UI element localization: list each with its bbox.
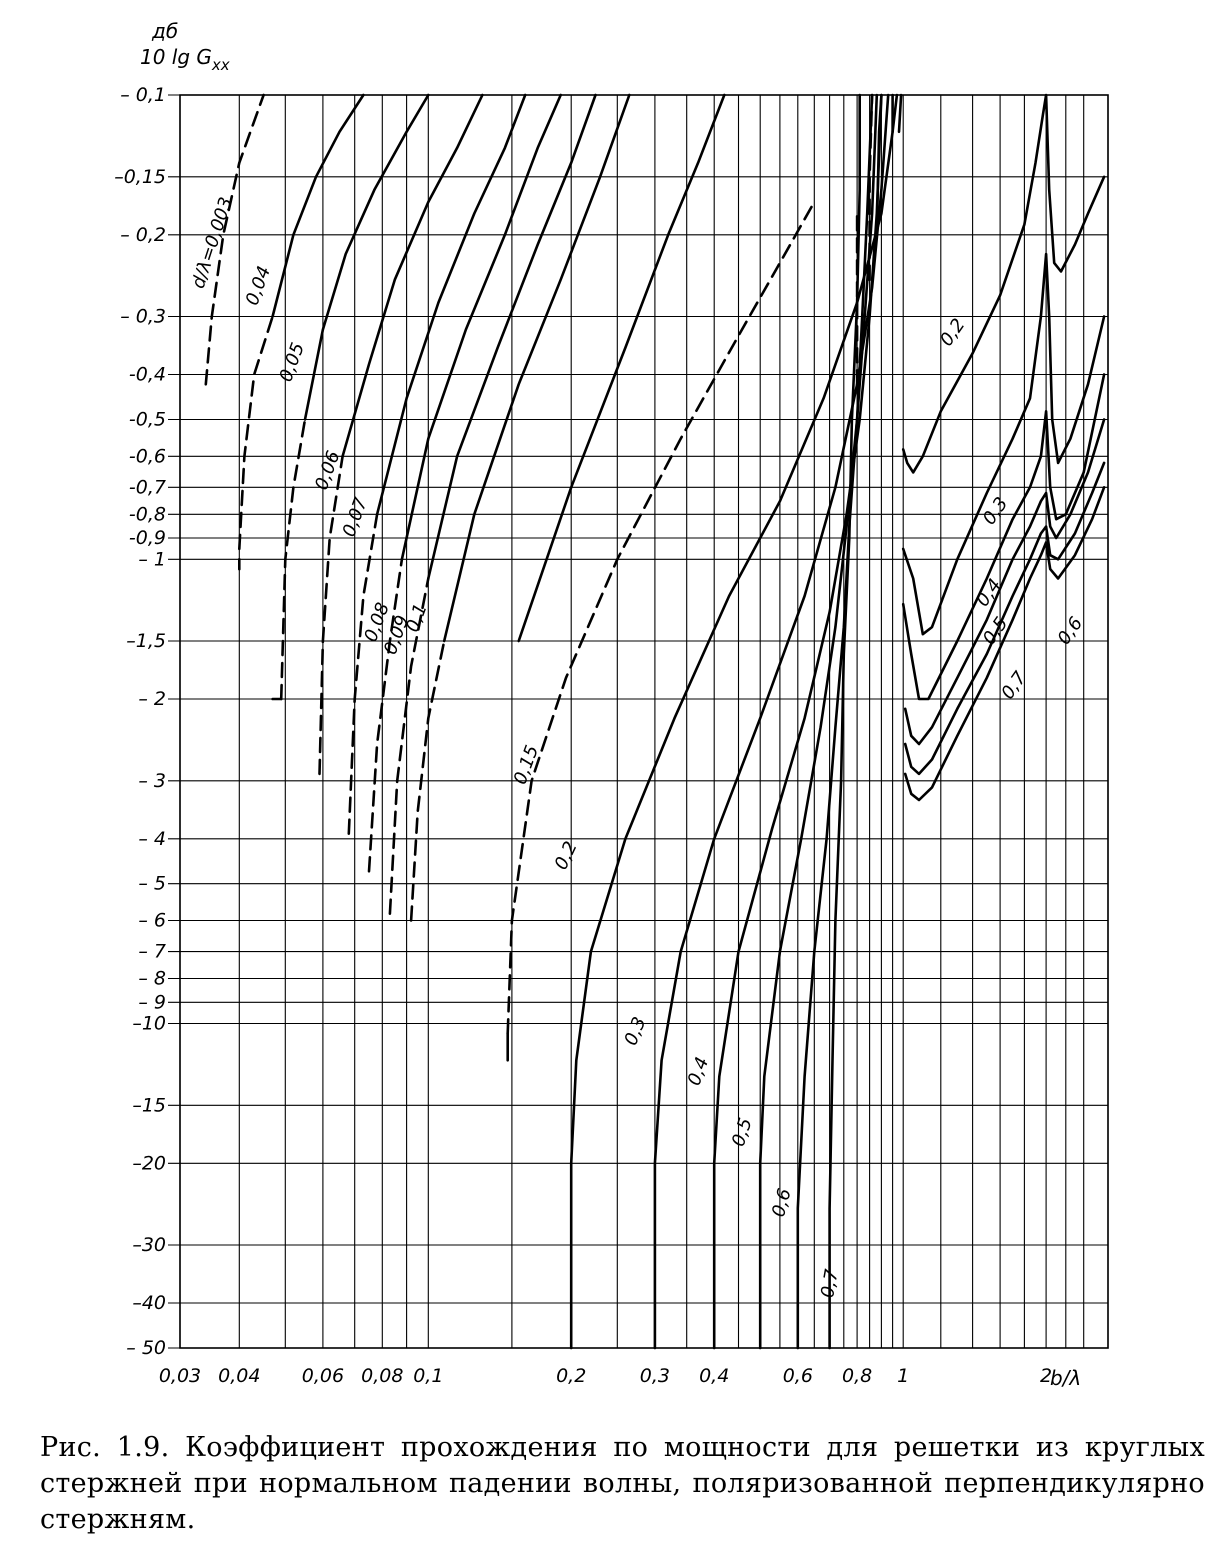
x-tick-label: 0,08 bbox=[361, 1365, 404, 1387]
curve bbox=[571, 95, 897, 1348]
curve bbox=[903, 95, 1104, 472]
y-tick-label: – 50 bbox=[126, 1337, 166, 1359]
curve-label: 0,7 bbox=[997, 667, 1031, 704]
x-axis-label: b/λ bbox=[1050, 1366, 1082, 1390]
curve-label: 0,09 bbox=[380, 612, 414, 658]
y-tick-label: –10 bbox=[132, 1012, 166, 1035]
curve-label: 0,15 bbox=[509, 742, 544, 788]
y-tick-label: -0,7 bbox=[128, 476, 166, 499]
x-tick-labels bbox=[159, 1365, 1052, 1387]
x-tick-label: 1 bbox=[897, 1365, 910, 1387]
curve bbox=[349, 514, 377, 833]
curve bbox=[798, 95, 872, 1348]
y-tick-labels bbox=[114, 84, 166, 1359]
y-tick-label: – 6 bbox=[138, 909, 166, 932]
x-tick-label: 0,04 bbox=[218, 1365, 261, 1387]
curve-label: 0,06 bbox=[311, 448, 345, 493]
curve bbox=[655, 95, 888, 1348]
curve-label: 0,2 bbox=[550, 838, 582, 874]
y-tick-label: – 2 bbox=[138, 688, 166, 710]
y-tick-label: – 4 bbox=[138, 827, 166, 850]
x-tick-label: 0,1 bbox=[413, 1365, 444, 1387]
y-tick-label: -0,9 bbox=[128, 527, 166, 549]
curve bbox=[273, 95, 364, 317]
figure-caption: Рис. 1.9. Коэффициент прохождения по мощности для решетки из круглых стержней при нормальном падении волны, поляризованной перпендикулярно стержням. bbox=[40, 1432, 1205, 1535]
curve-label: 0,04 bbox=[241, 263, 276, 309]
y-tick-label: –15 bbox=[132, 1094, 166, 1117]
x-tick-label: 0,8 bbox=[841, 1365, 873, 1387]
y-tick-label: -0,6 bbox=[128, 445, 166, 468]
y-tick-label: – 3 bbox=[138, 769, 166, 792]
y-tick-label: –20 bbox=[132, 1152, 166, 1175]
y-tick-label: -0,4 bbox=[128, 363, 166, 386]
y-tick-label: -0,8 bbox=[128, 503, 166, 526]
curve-label: d/λ=0,003 bbox=[187, 194, 237, 292]
curve-label: 0,1 bbox=[402, 600, 432, 635]
y-tick-label: -0,5 bbox=[128, 408, 166, 431]
curve bbox=[899, 95, 901, 132]
curve-label: 0,05 bbox=[275, 339, 309, 385]
y-tick-label: – 0,3 bbox=[120, 305, 166, 328]
grid bbox=[168, 95, 1108, 1348]
y-tick-label: –30 bbox=[132, 1234, 166, 1256]
x-tick-label: 0,06 bbox=[301, 1365, 345, 1387]
curve bbox=[508, 202, 815, 1033]
curve-label: 0,3 bbox=[620, 1014, 651, 1049]
x-tick-label: 0,6 bbox=[782, 1365, 813, 1387]
curve-label: 0,3 bbox=[978, 493, 1013, 529]
y-tick-label: – 8 bbox=[138, 967, 166, 990]
curve bbox=[402, 95, 561, 559]
y-axis-label: 10 $\lg G_{xx}$ bbox=[140, 45, 230, 74]
x-tick-label: 0,3 bbox=[639, 1365, 671, 1387]
curve-label: 0,07 bbox=[338, 494, 373, 540]
curve-label: 0,2 bbox=[935, 314, 970, 351]
curve bbox=[830, 95, 860, 1348]
curve bbox=[343, 95, 483, 456]
curve-label: 0,7 bbox=[817, 1267, 843, 1300]
curve-label: 0,08 bbox=[360, 599, 394, 645]
curve-label: 0,4 bbox=[683, 1054, 714, 1089]
y-tick-label: – 7 bbox=[138, 940, 166, 963]
y-tick-label: –0,15 bbox=[114, 165, 166, 188]
curve bbox=[760, 95, 877, 1348]
y-tick-label: – 9 bbox=[138, 991, 166, 1014]
y-tick-label: – 0,2 bbox=[120, 223, 166, 246]
y-tick-label: – 5 bbox=[138, 872, 166, 895]
x-tick-label: 2 bbox=[1040, 1365, 1053, 1387]
y-tick-label: –1,5 bbox=[126, 630, 166, 652]
plot-frame bbox=[180, 95, 1108, 1348]
x-tick-label: 0,2 bbox=[556, 1365, 587, 1387]
x-tick-label: 0,03 bbox=[158, 1365, 202, 1387]
curve-label: 0,6 bbox=[768, 1186, 796, 1220]
curve-label: 0,6 bbox=[1053, 613, 1088, 649]
y-tick-label: – 0,1 bbox=[120, 84, 166, 106]
x-tick-label: 0,4 bbox=[699, 1365, 730, 1387]
y-tick-label: –40 bbox=[132, 1292, 166, 1314]
y-axis-unit: дб bbox=[152, 19, 179, 43]
curve-label: 0,5 bbox=[727, 1115, 757, 1150]
curve-label: 0,4 bbox=[972, 575, 1006, 611]
curve-label: 0,5 bbox=[978, 613, 1013, 649]
y-tick-label: – 1 bbox=[138, 548, 166, 571]
